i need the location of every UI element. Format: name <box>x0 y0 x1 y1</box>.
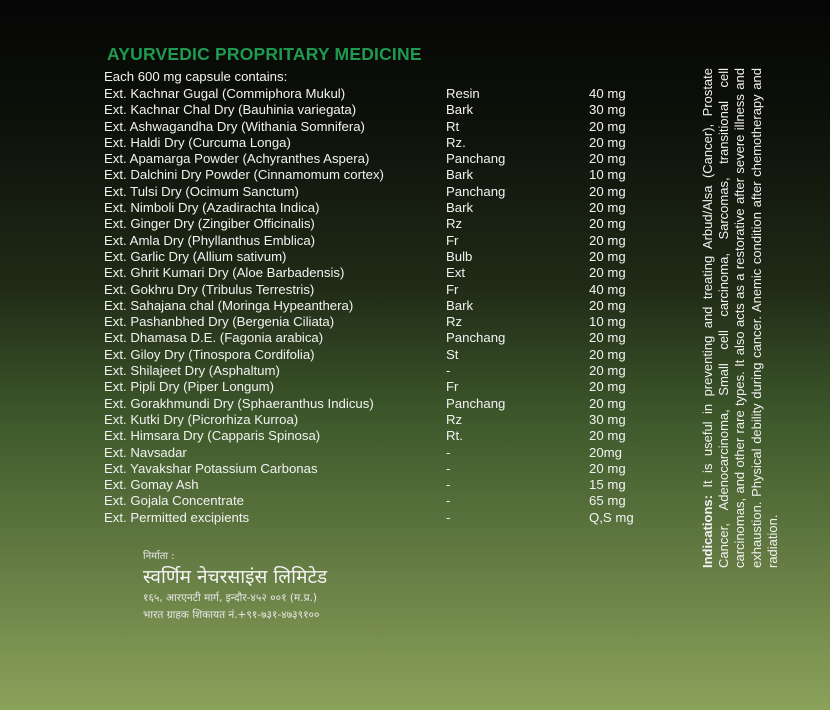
manufacturer-address: १६५, आरएनटी मार्ग, इन्दौर-४५२ ००१ (म.प्र.) <box>143 592 317 604</box>
ingredient-quantity: 40 mg <box>589 281 626 297</box>
ingredient-part: Rt. <box>446 428 463 444</box>
ingredient-quantity: 20 mg <box>589 395 626 411</box>
ingredient-quantity: 20 mg <box>589 330 626 346</box>
ingredient-name: Ext. Gojala Concentrate <box>104 493 245 509</box>
ingredient-quantity: 20 mg <box>589 248 626 264</box>
ingredient-name: Ext. Kachnar Chal Dry (Bauhinia variegata) <box>104 102 357 118</box>
ingredient-part: Rz <box>446 314 463 330</box>
ingredient-name: Ext. Gorakhmundi Dry (Sphaeranthus Indicus) <box>104 395 374 411</box>
ingredient-part: Rt <box>446 118 460 134</box>
ingredient-quantity: 10 mg <box>589 167 626 183</box>
ingredient-name: Ext. Shilajeet Dry (Asphaltum) <box>104 363 280 379</box>
ingredient-name: Ext. Yavakshar Potassium Carbonas <box>104 460 318 476</box>
ingredient-quantity: 20 mg <box>589 200 626 216</box>
ingredient-name: Ext. Kachnar Gugal (Commiphora Mukul) <box>104 86 346 101</box>
ingredient-quantity: 20 mg <box>589 297 626 313</box>
ingredient-name: Ext. Ginger Dry (Zingiber Officinalis) <box>104 216 315 232</box>
ingredient-part: Panchang <box>446 183 506 199</box>
product-heading: AYURVEDIC PROPRITARY MEDICINE <box>107 44 422 64</box>
ingredient-name: Ext. Garlic Dry (Allium sativum) <box>104 248 287 264</box>
ingredient-part: Panchang <box>446 151 506 167</box>
ingredient-name: Ext. Himsara Dry (Capparis Spinosa) <box>104 428 321 444</box>
ingredient-part: Rz <box>446 411 463 427</box>
ingredient-quantity: 20 mg <box>589 151 626 167</box>
ingredient-name: Ext. Haldi Dry (Curcuma Longa) <box>104 134 291 150</box>
ingredient-part: - <box>446 509 451 525</box>
ingredient-quantity: 20 mg <box>589 134 626 150</box>
manufacturer-name: स्वर्णिम नेचरसाइंस लिमिटेड <box>143 566 328 588</box>
ingredient-part: Bark <box>446 167 474 183</box>
ingredient-quantity: 20mg <box>589 444 622 460</box>
ingredient-name: Ext. Amla Dry (Phyllanthus Emblica) <box>104 232 316 248</box>
ingredient-name: Ext. Gomay Ash <box>104 477 199 493</box>
indications-label: Indications: <box>700 495 715 568</box>
ingredient-part: Bark <box>446 297 474 313</box>
ingredient-name: Ext. Pashanbhed Dry (Bergenia Ciliata) <box>104 314 335 330</box>
ingredient-name: Ext. Pipli Dry (Piper Longum) <box>104 379 275 395</box>
ingredient-part: Fr <box>446 232 459 248</box>
ingredient-name: Ext. Tulsi Dry (Ocimum Sanctum) <box>104 183 299 199</box>
ingredient-part: Panchang <box>446 330 506 346</box>
ingredient-quantity: 15 mg <box>589 477 626 493</box>
ingredient-quantity: 20 mg <box>589 216 626 232</box>
ingredient-quantity: 65 mg <box>589 493 626 509</box>
indications-body: It is useful in preventing and treating Arbud/Alsa (Cancer), Prostate Cancer, Adenocarcinoma, Small cell carcinoma, Sarcomas, transitional cell carcinomas, and other rare types. It also acts as a restorative after severe illness and exhaustion. Physical debility during cancer. Anemic condition after chemotherapy and radiation. <box>700 68 780 568</box>
ingredient-name: Ext. Dalchini Dry Powder (Cinnamomum cortex) <box>104 167 384 183</box>
ingredient-quantity: 20 mg <box>589 460 626 476</box>
ingredient-part: - <box>446 460 451 476</box>
ingredient-part: Bark <box>446 200 474 216</box>
capsule-composition-intro: Each 600 mg capsule contains: <box>104 69 288 84</box>
ingredient-part: - <box>446 493 451 509</box>
ingredient-name: Ext. Ghrit Kumari Dry (Aloe Barbadensis) <box>104 265 345 281</box>
ingredient-quantity: 30 mg <box>589 411 626 427</box>
ingredient-part: Rz. <box>446 134 466 150</box>
ingredient-part: Bulb <box>446 248 473 264</box>
ingredient-quantity: Q,S mg <box>589 509 634 525</box>
ingredient-part: Panchang <box>446 395 506 411</box>
ingredient-part: Ext <box>446 265 466 281</box>
ingredient-part: Fr <box>446 379 459 395</box>
ingredient-part: Rz <box>446 216 463 232</box>
ingredient-name: Ext. Apamarga Powder (Achyranthes Aspera) <box>104 151 370 167</box>
ingredient-name: Ext. Nimboli Dry (Azadirachta Indica) <box>104 200 320 216</box>
manufacturer-label: निर्माता : <box>143 551 175 562</box>
ingredient-quantity: 20 mg <box>589 265 626 281</box>
ingredient-part: Resin <box>446 86 480 101</box>
ingredient-name: Ext. Sahajana chal (Moringa Hypeanthera) <box>104 297 354 313</box>
ingredient-quantity: 20 mg <box>589 346 626 362</box>
ingredient-name: Ext. Permitted excipients <box>104 509 250 525</box>
ingredient-quantity: 20 mg <box>589 379 626 395</box>
ingredient-part: St <box>446 346 459 362</box>
ingredient-quantity: 20 mg <box>589 118 626 134</box>
ingredient-part: Fr <box>446 281 459 297</box>
ingredient-name: Ext. Navsadar <box>104 444 187 460</box>
ingredient-name: Ext. Ashwagandha Dry (Withania Somnifera) <box>104 118 365 134</box>
ingredient-quantity: 20 mg <box>589 183 626 199</box>
ingredient-part: Bark <box>446 102 474 118</box>
ingredient-quantity: 20 mg <box>589 363 626 379</box>
ingredient-quantity: 20 mg <box>589 232 626 248</box>
ingredient-name: Ext. Dhamasa D.E. (Fagonia arabica) <box>104 330 324 346</box>
ingredient-name: Ext. Giloy Dry (Tinospora Cordifolia) <box>104 346 315 362</box>
indications-text <box>700 68 800 568</box>
ingredient-part: - <box>446 363 451 379</box>
ingredient-name: Ext. Kutki Dry (Picrorhiza Kurroa) <box>104 411 299 427</box>
consumer-complaint-number: भारत ग्राहक शिकायत नं.+९१-७३१-४७३९१०० <box>143 609 320 621</box>
ingredient-part: - <box>446 444 451 460</box>
ingredient-part: - <box>446 477 451 493</box>
ingredient-quantity: 40 mg <box>589 86 626 101</box>
ingredient-quantity: 30 mg <box>589 102 626 118</box>
ingredient-quantity: 10 mg <box>589 314 626 330</box>
ingredient-name: Ext. Gokhru Dry (Tribulus Terrestris) <box>104 281 315 297</box>
ingredient-quantity: 20 mg <box>589 428 626 444</box>
